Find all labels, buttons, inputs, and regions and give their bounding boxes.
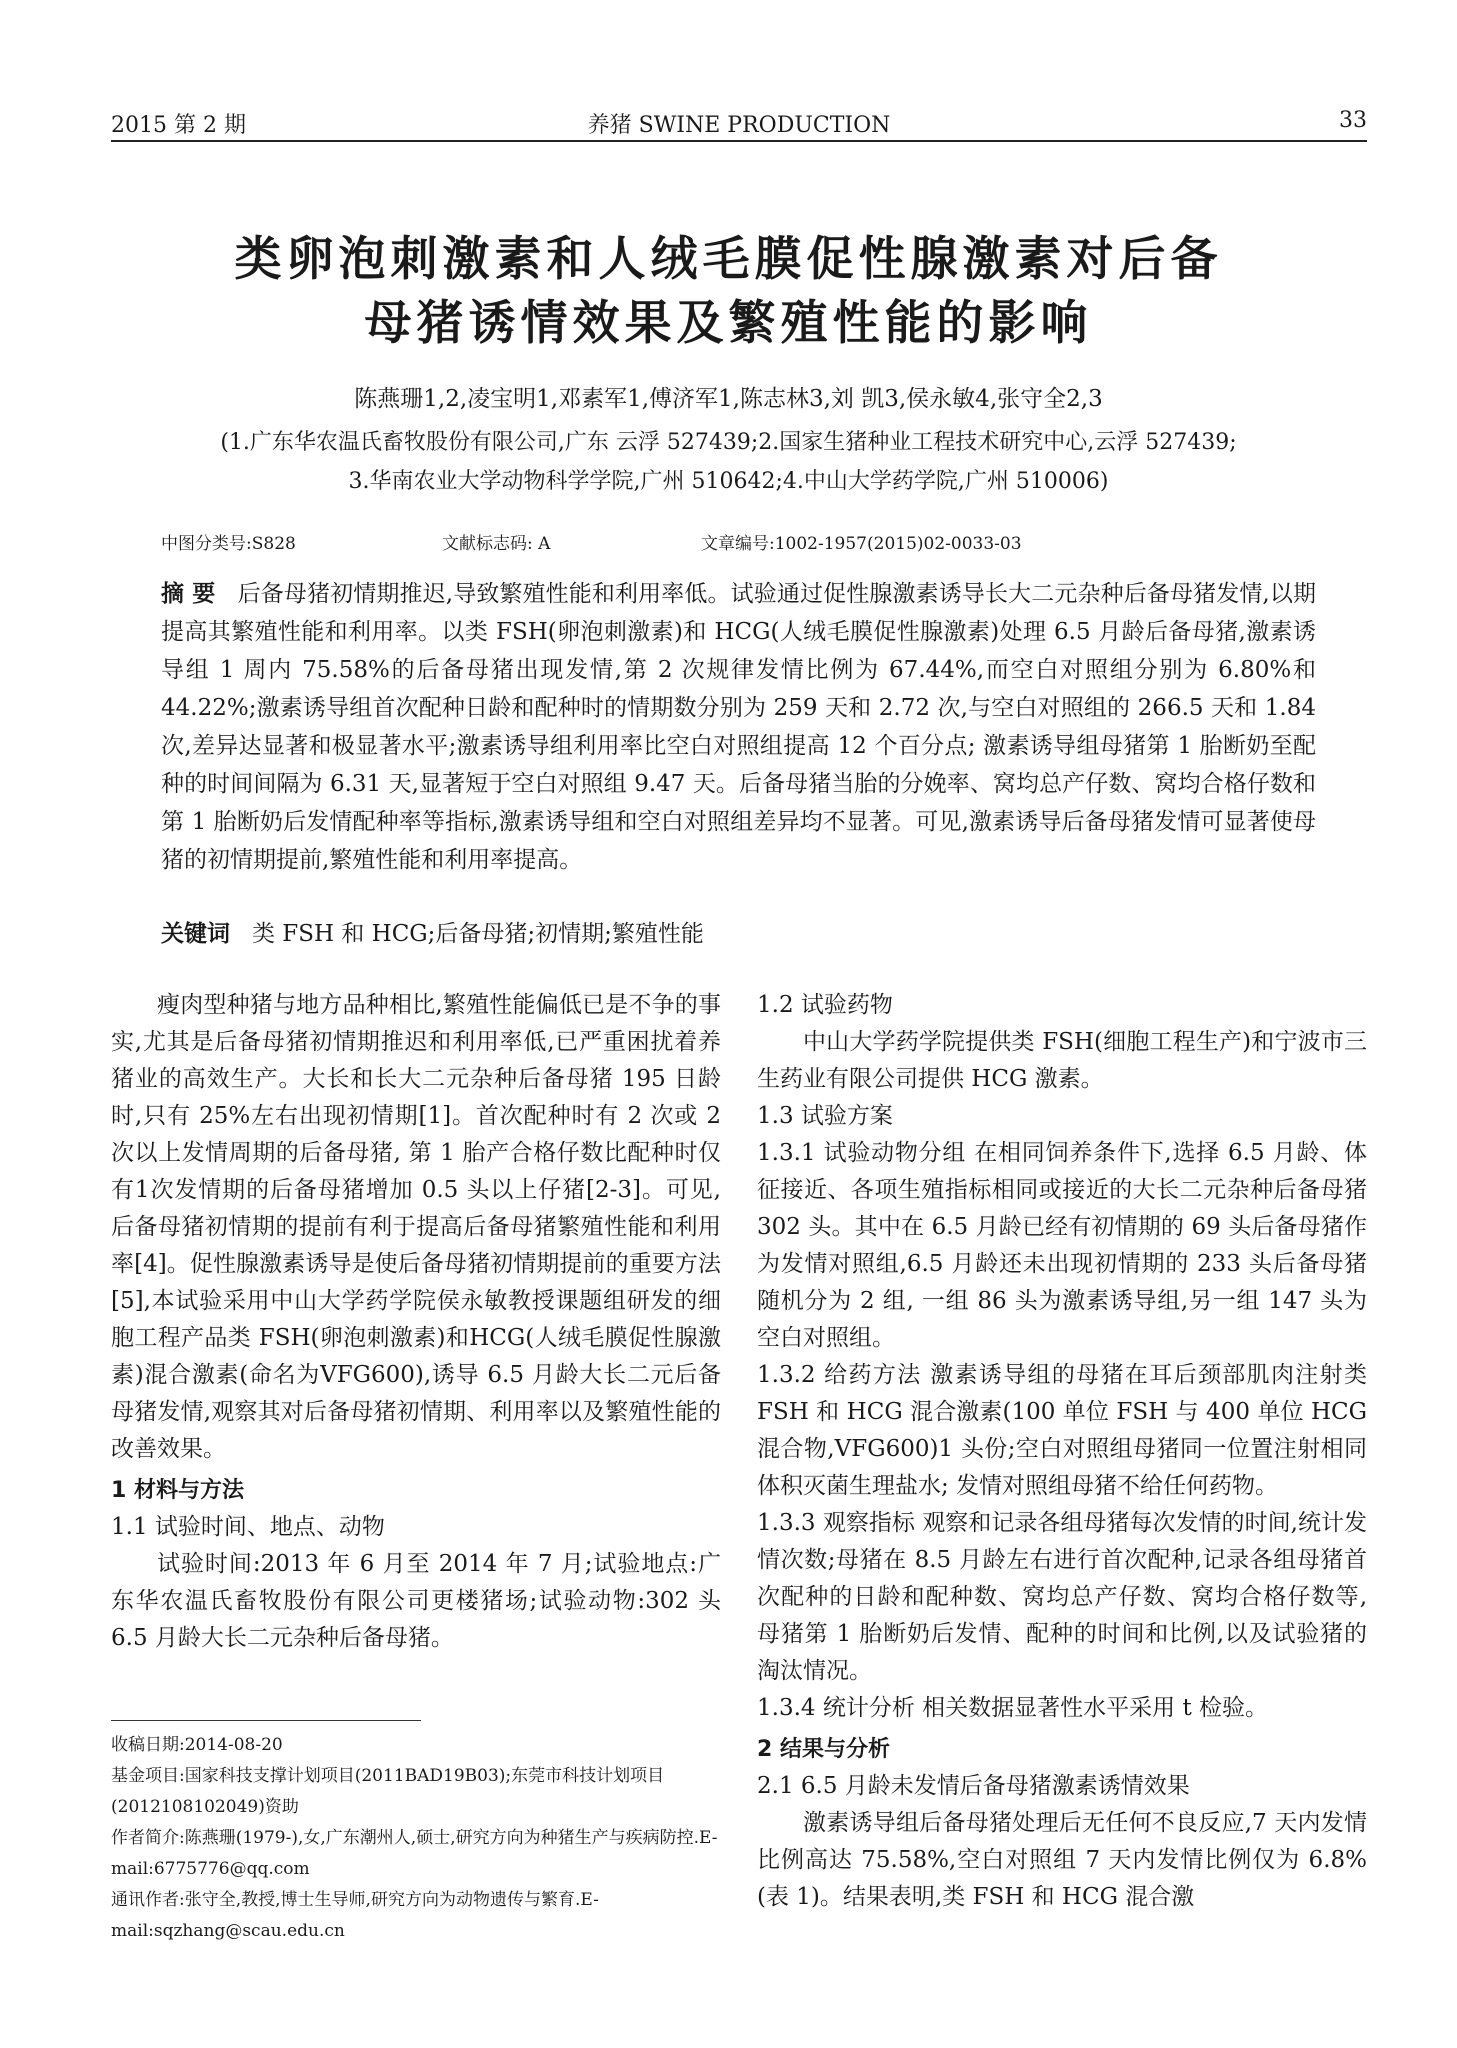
paragraph-2-1: 激素诱导组后备母猪处理后无任何不良反应,7 天内发情比例高达 75.58%,空白对照组 7 天内发情比例仅为 6.8%(表 1)。结果表明,类 FSH 和 HCG 混合激 <box>757 1810 1367 1910</box>
footnote-correspondence: 通讯作者:张守全,教授,博士生导师,研究方向为动物遗传与繁育.E-mail:sqzhang@scau.edu.cn <box>111 1890 599 1941</box>
page-number: 33 <box>1339 108 1367 133</box>
clc-number: 中图分类号:S828 <box>161 534 296 554</box>
affiliation-line-1: (1.广东华农温氏畜牧股份有限公司,广东 云浮 527439;2.国家生猪种业工程技术研究中心,云浮 527439; <box>220 430 1237 455</box>
subsection-heading-1-3: 1.3 试验方案 <box>757 1103 893 1129</box>
footnote-rule <box>111 1720 421 1721</box>
left-column <box>111 987 721 1657</box>
title-line-1: 类卵泡刺激素和人绒毛膜促性腺激素对后备 <box>234 232 1223 287</box>
footnote-received: 收稿日期:2014-08-20 <box>111 1735 283 1755</box>
footnote-author: 作者简介:陈燕珊(1979-),女,广东潮州人,硕士,研究方向为种猪生产与疾病防控.E-mail:6775776@qq.com <box>111 1828 718 1879</box>
abstract <box>161 575 1316 879</box>
subsection-heading-2-1: 2.1 6.5 月龄未发情后备母猪激素诱情效果 <box>757 1773 1190 1799</box>
keywords <box>161 915 704 948</box>
keywords-label: 关键词 <box>161 921 230 947</box>
paragraph-1-3-3: 1.3.3 观察指标 观察和记录各组母猪每次发情的时间,统计发情次数;母猪在 8.5 月龄左右进行首次配种,记录各组母猪首次配种的日龄和配种数、窝均总产仔数、窝均合格仔数等, 母猪第 1 胎断奶后发情、配种的时间和比例,以及试验猪的淘汰情况。 <box>757 1510 1367 1684</box>
paragraph-1-3-2: 1.3.2 给药方法 激素诱导组的母猪在耳后颈部肌肉注射类 FSH 和 HCG 混合激素(100 单位 FSH 与 400 单位 HCG 混合物,VFG600)1 头份;空白对照组母猪同一位置注射相同体积灭菌生理盐水; 发情对照组母猪不给任何药物。 <box>757 1362 1367 1499</box>
intro-paragraph: 瘦肉型种猪与地方品种相比,繁殖性能偏低已是不争的事实,尤其是后备母猪初情期推迟和利用率低,已严重困扰着养猪业的高效生产。大长和长大二元杂种后备母猪 195 日龄时,只有 25%左右出现初情期[1]。首次配种时有 2 次或 2 次以上发情周期的后备母猪, 第 1 胎产合格仔数比配种时仅有1次发情期的后备母猪增加 0.5 头以上仔猪[2-3]。可见,后备母猪初情期的提前有利于提高后备母猪繁殖性能和利用率[4]。促性腺激素诱导是使后备母猪初情期提前的重要方法[5],本试验采用中山大学药学院侯永敏教授课题组研发的细胞工程产品类 FSH(卵泡刺激素)和HCG(人绒毛膜促性腺激素)混合激素(命名为VFG600),诱导 6.5 月龄大长二元后备母猪发情,观察其对后备母猪初情期、利用率以及繁殖性能的改善效果。 <box>111 992 721 1462</box>
paragraph-1-2: 中山大学药学院提供类 FSH(细胞工程生产)和宁波市三生药业有限公司提供 HCG 激素。 <box>757 1029 1367 1092</box>
affiliation-line-2: 3.华南农业大学动物科学学院,广州 510642;4.中山大学药学院,广州 510006) <box>348 469 1109 494</box>
affiliations <box>100 423 1357 501</box>
title-line-2: 母猪诱情效果及繁殖性能的影响 <box>364 296 1093 351</box>
footnote-fund: 基金项目:国家科技支撑计划项目(2011BAD19B03);东莞市科技计划项目(2012108102049)资助 <box>111 1766 665 1817</box>
section-heading-2: 2 结果与分析 <box>757 1737 890 1762</box>
abstract-label: 摘 要 <box>161 581 216 607</box>
running-header <box>111 104 1367 142</box>
journal-name: 养猪 SWINE PRODUCTION <box>587 113 891 138</box>
paragraph-1-1: 试验时间:2013 年 6 月至 2014 年 7 月;试验地点:广东华农温氏畜牧股份有限公司更楼猪场;试验动物:302 头 6.5 月龄大长二元杂种后备母猪。 <box>111 1551 721 1651</box>
abstract-text: 后备母猪初情期推迟,导致繁殖性能和利用率低。试验通过促性腺激素诱导长大二元杂种后备母猪发情,以期提高其繁殖性能和利用率。以类 FSH(卵泡刺激素)和 HCG(人绒毛膜促性腺激素)处理 6.5 月龄后备母猪,激素诱导组 1 周内 75.58%的后备母猪出现发情,第 2 次规律发情比例为 67.44%,而空白对照组分别为 6.80%和 44.22%;激素诱导组首次配种日龄和配种时的情期数分别为 259 天和 2.72 次,与空白对照组的 266.5 天和 1.84 次,差异达显著和极显著水平;激素诱导组利用率比空白对照组提高 12 个百分点; 激素诱导组母猪第 1 胎断奶至配种的时间间隔为 6.31 天,显著短于空白对照组 9.47 天。后备母猪当胎的分娩率、窝均总产仔数、窝均合格仔数和第 1 胎断奶后发情配种率等指标,激素诱导组和空白对照组差异均不显著。可见,激素诱导后备母猪发情可显著使母猪的初情期提前,繁殖性能和利用率提高。 <box>161 581 1316 873</box>
author-list: 陈燕珊1,2,凌宝明1,邓素军1,傅济军1,陈志林3,刘 凯3,侯永敏4,张守全2,3 <box>354 386 1103 412</box>
keywords-text: 类 FSH 和 HCG;后备母猪;初情期;繁殖性能 <box>251 921 704 947</box>
right-column <box>757 987 1367 1916</box>
paragraph-1-3-4: 1.3.4 统计分析 相关数据显著性水平采用 t 检验。 <box>757 1695 1269 1721</box>
paragraph-1-3-1: 1.3.1 试验动物分组 在相同饲养条件下,选择 6.5 月龄、体征接近、各项生殖指标相同或接近的大长二元杂种后备母猪 302 头。其中在 6.5 月龄已经有初情期的 69 头后备母猪作为发情对照组,6.5 月龄还未出现初情期的 233 头后备母猪随机分为 2 组, 一组 86 头为激素诱导组,另一组 147 头为空白对照组。 <box>757 1140 1367 1351</box>
subsection-heading-1-1: 1.1 试验时间、地点、动物 <box>111 1514 385 1540</box>
section-heading-1: 1 材料与方法 <box>111 1478 244 1503</box>
article-number: 文章编号:1002-1957(2015)02-0033-03 <box>701 534 1022 554</box>
subsection-heading-1-2: 1.2 试验药物 <box>757 992 893 1018</box>
document-code: 文献标志码: A <box>442 534 551 554</box>
footnotes <box>111 1730 721 1947</box>
article-title <box>100 228 1357 356</box>
issue-label: 2015 第 2 期 <box>111 113 246 138</box>
